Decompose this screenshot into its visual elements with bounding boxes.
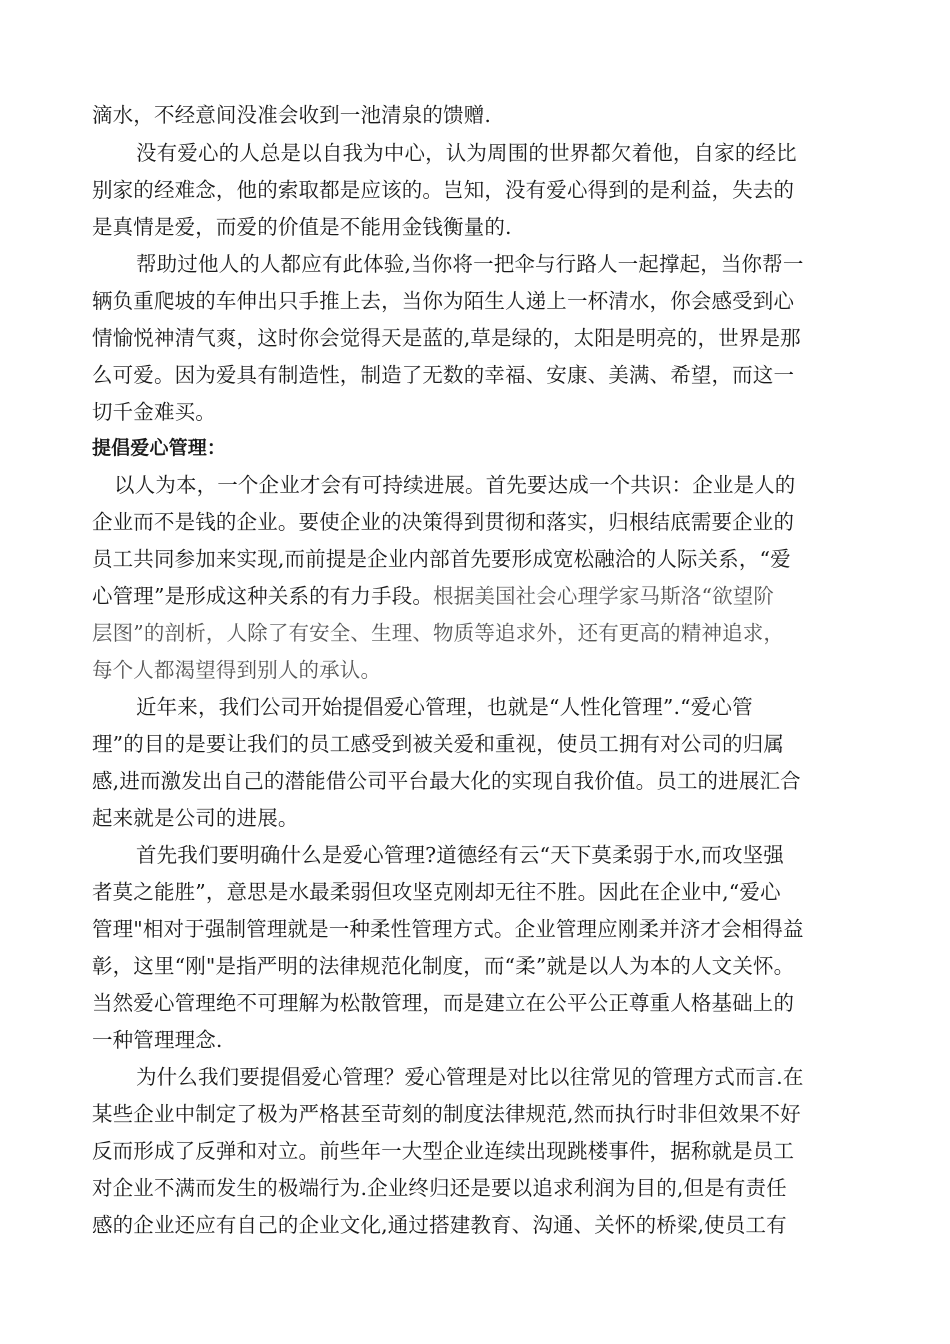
- text-line: 反而形成了反弹和对立。前些年一大型企业连续出现跳楼事件，据称就是员工: [92, 1139, 795, 1163]
- text-line: 切千金难买。: [92, 400, 216, 424]
- text-line: 别家的经难念，他的索取都是应该的。岂知，没有爱心得到的是利益，失去的: [92, 178, 795, 202]
- text-line: 层图”的剖析，人除了有安全、生理、物质等追求外，还有更高的精神追求，: [92, 621, 785, 645]
- text-line: [92, 584, 774, 608]
- text-line: 首先我们要明确什么是爱心管理?道德经有云“天下莫柔弱于水,而攻坚强: [136, 843, 784, 867]
- text-line: 当然爱心管理绝不可理解为松散管理，而是建立在公平公正尊重人格基础上的: [92, 991, 795, 1015]
- text-line: 企业而不是钱的企业。要使企业的决策得到贯彻和落实，归根结底需要企业的: [92, 510, 795, 534]
- text-line: 员工共同参加来实现,而前提是企业内部首先要形成宽松融洽的人际关系，“爱: [92, 547, 791, 571]
- text-line: 滴水，不经意间没准会收到一池清泉的馈赠.: [92, 103, 492, 127]
- text-line: 帮助过他人的人都应有此体验,当你将一把伞与行路人一起撑起，当你帮一: [136, 252, 804, 276]
- text-line: 是真情是爱，而爱的价值是不能用金钱衡量的.: [92, 215, 512, 239]
- text-line: 情愉悦神清气爽，这时你会觉得天是蓝的,草是绿的，太阳是明亮的，世界是那: [92, 326, 801, 350]
- text-line: 近年来，我们公司开始提倡爱心管理，也就是“人性化管理”.“爱心管: [136, 695, 753, 719]
- text-line: 每个人都渴望得到别人的承认。: [92, 658, 382, 682]
- text-line: 以人为本，一个企业才会有可持续进展。首先要达成一个共识：企业是人的: [114, 473, 796, 497]
- section-heading: 提倡爱心管理：: [92, 437, 227, 459]
- text-line: 理”的目的是要让我们的员工感受到被关爱和重视，使员工拥有对公司的归属: [92, 732, 785, 756]
- text-line: 者莫之能胜”，意思是水最柔弱但攻坚克刚却无往不胜。因此在企业中,“爱心: [92, 880, 781, 904]
- text-line: 没有爱心的人总是以自我为中心，认为周围的世界都欠着他，自家的经比: [136, 141, 797, 165]
- text-segment-gray: 根据美国社会心理学家马斯洛“欲望阶: [433, 584, 775, 608]
- text-segment: 心管理”是形成这种关系的有力手段。: [92, 584, 434, 608]
- text-line: 感,进而激发出自己的潜能借公司平台最大化的实现自我价值。员工的进展汇合: [92, 769, 801, 793]
- text-line: 感的企业还应有自己的企业文化,通过搭建教育、沟通、关怀的桥梁,使员工有: [92, 1213, 787, 1237]
- text-line: 一种管理理念.: [92, 1028, 223, 1052]
- text-line: 管理"相对于强制管理就是一种柔性管理方式。企业管理应刚柔并济才会相得益: [92, 917, 804, 941]
- text-line: 彰，这里“刚"是指严明的法律规范化制度，而“柔”就是以人为本的人文关怀。: [92, 954, 795, 978]
- text-line: 某些企业中制定了极为严格甚至苛刻的制度法律规范,然而执行时非但效果不好: [92, 1102, 801, 1126]
- text-line: 对企业不满而发生的极端行为.企业终归还是要以追求利润为目的,但是有责任: [92, 1176, 787, 1200]
- text-line: 起来就是公司的进展。: [92, 806, 299, 830]
- text-line: 么可爱。因为爱具有制造性，制造了无数的幸福、安康、美满、希望，而这一: [92, 363, 795, 387]
- text-line: 为什么我们要提倡爱心管理？爱心管理是对比以往常见的管理方式而言.在: [136, 1065, 804, 1089]
- text-line: 辆负重爬坡的车伸出只手推上去，当你为陌生人递上一杯清水，你会感受到心: [92, 289, 795, 313]
